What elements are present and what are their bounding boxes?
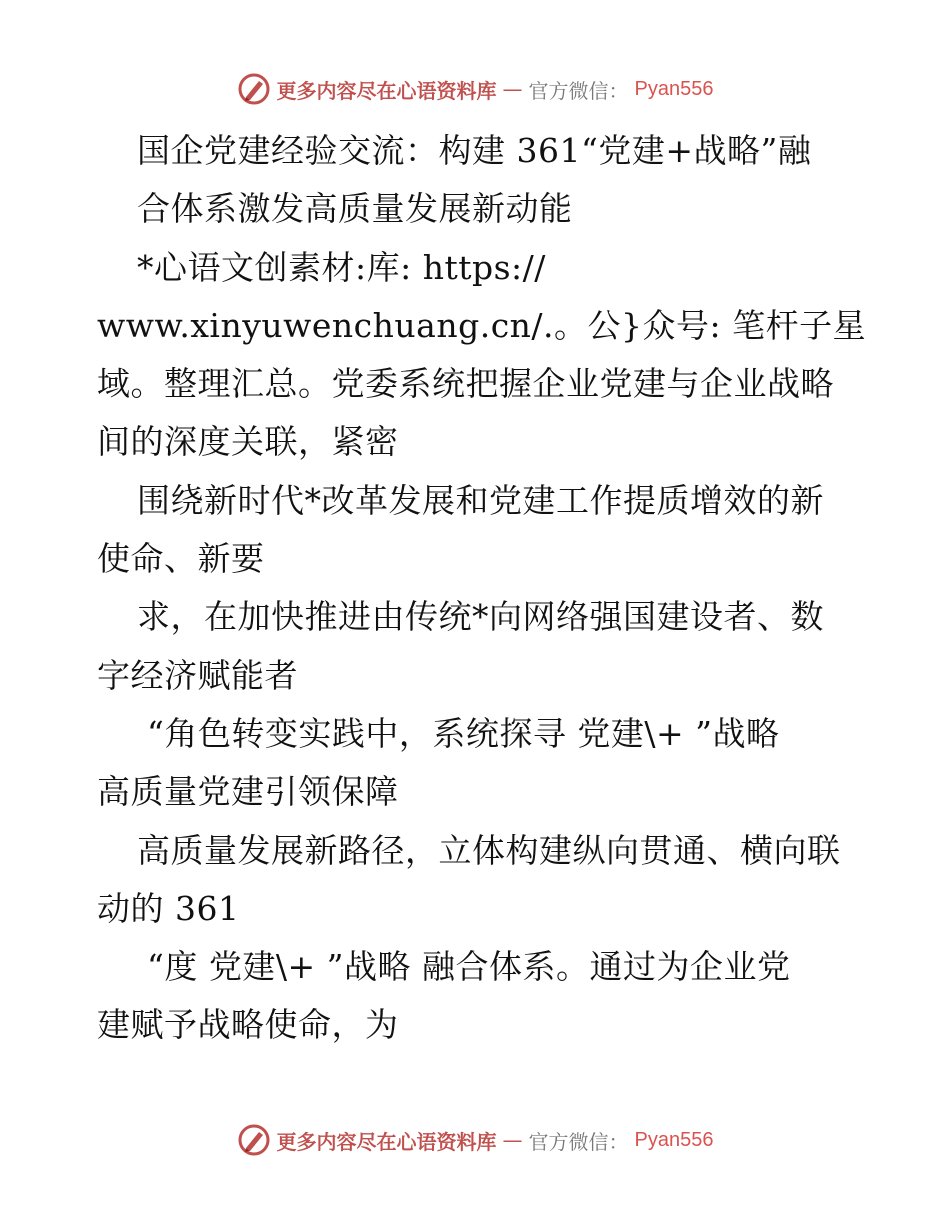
header-watermark <box>0 72 950 106</box>
document-line: 动的 361 <box>97 888 240 928</box>
watermark-wechat-id: Pyan556 <box>634 77 714 100</box>
document-line: 使命、新要 <box>97 539 265 579</box>
document-line: 围绕新时代*改革发展和党建工作提质增效的新 <box>137 480 824 520</box>
document-line: 间的深度关联，紧密 <box>97 422 399 462</box>
watermark-dash: — <box>502 1128 523 1152</box>
watermark-site-text: 更多内容尽在心语资料库 <box>276 78 497 103</box>
document-line: 域。整理汇总。党委系统把握企业党建与企业战略 <box>97 364 834 404</box>
watermark-site-text: 更多内容尽在心语资料库 <box>276 1129 497 1154</box>
footer-watermark <box>0 1123 950 1157</box>
document-line: 合体系激发高质量发展新动能 <box>137 189 573 229</box>
watermark-wechat-label: 官方微信： <box>528 78 629 103</box>
watermark-wechat-label: 官方微信： <box>528 1129 629 1154</box>
document-line: www.xinyuwenchuang.cn/.。公}众号: 笔杆子星 <box>97 305 867 345</box>
pen-logo-icon <box>237 72 271 106</box>
document-line: 国企党建经验交流：构建 361“党建+战略”融 <box>137 131 812 170</box>
document-line: 字经济赋能者 <box>97 655 298 695</box>
pen-logo-icon <box>237 1123 271 1157</box>
watermark-dash: — <box>502 77 523 101</box>
document-line: *心语文创素材:库: https:// <box>137 247 546 287</box>
document-line: 建赋予战略使命，为 <box>97 1005 399 1045</box>
watermark-wechat-id: Pyan556 <box>634 1128 714 1151</box>
document-line: “角色转变实践中，系统探寻 党建\+ ”战略 <box>147 713 780 753</box>
document-body <box>97 122 867 1055</box>
document-line: 高质量党建引领保障 <box>97 772 399 812</box>
document-line: “度 党建\+ ”战略 融合体系。通过为企业党 <box>147 947 791 987</box>
document-line: 高质量发展新路径，立体构建纵向贯通、横向联 <box>137 830 841 870</box>
document-line: 求，在加快推进由传统*向网络强国建设者、数 <box>137 597 824 637</box>
